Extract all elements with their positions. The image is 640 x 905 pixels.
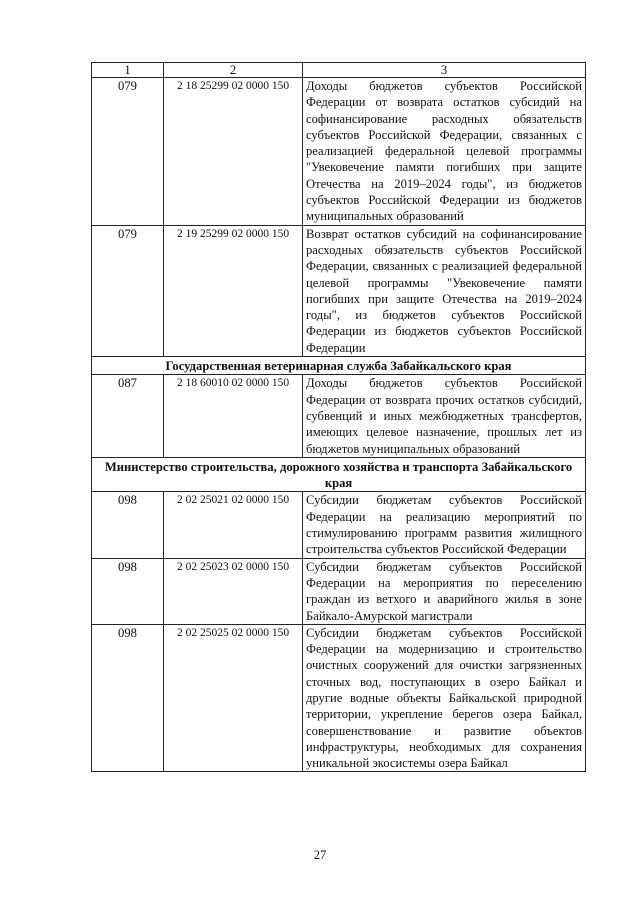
description-cell: Субсидии бюджетам субъектов Российской Федерации на реализацию мероприятий по стимулированию программ развития жилищного строительства субъектов Российской Федерации — [303, 492, 586, 558]
table-row — [92, 492, 586, 558]
admin-code-cell: 079 — [92, 225, 164, 356]
table-row — [92, 375, 586, 457]
table-row — [92, 78, 586, 226]
admin-code-cell: 098 — [92, 492, 164, 558]
table-row — [92, 624, 586, 772]
budget-code-cell: 2 02 25021 02 0000 150 — [164, 492, 303, 558]
table-row — [92, 225, 586, 356]
column-header: 2 — [164, 63, 303, 78]
budget-code-cell: 2 18 25299 02 0000 150 — [164, 78, 303, 226]
description-cell: Субсидии бюджетам субъектов Российской Федерации на модернизацию и строительство очистных сооружений для очистки загрязненных сточных вод, поступающих в озеро Байкал и другие водные объекты Байкальской природной территории, укрепление берегов озера Байкал, совершенствование и развитие объектов инфраструктуры, необходимых для сохранения уникальной экосистемы озера Байкал — [303, 624, 586, 772]
section-header-row — [92, 357, 586, 375]
table-body — [92, 63, 586, 772]
budget-code-cell: 2 19 25299 02 0000 150 — [164, 225, 303, 356]
column-header: 1 — [92, 63, 164, 78]
description-cell: Возврат остатков субсидий на софинансирование расходных обязательств субъектов Российской Федерации, связанных с реализацией федеральной целевой программы "Увековечение памяти погибших при защите Отечества на 2019–2024 годы", из бюджетов субъектов Российской Федерации из бюджетов субъектов Российской Федерации — [303, 225, 586, 356]
budget-code-cell: 2 18 60010 02 0000 150 — [164, 375, 303, 457]
table-row — [92, 558, 586, 624]
description-cell: Доходы бюджетов субъектов Российской Федерации от возврата остатков субсидий на софинансирование расходных обязательств субъектов Российской Федерации, связанных с реализацией федеральной целевой программы "Увековечение памяти погибших при защите Отечества на 2019–2024 годы", из бюджетов субъектов Российской Федерации из бюджетов муниципальных образований — [303, 78, 586, 226]
description-cell: Доходы бюджетов субъектов Российской Федерации от возврата прочих остатков субсидий, субвенций и иных межбюджетных трансфертов, имеющих целевое назначение, прошлых лет из бюджетов муниципальных образований — [303, 375, 586, 457]
page-number: 27 — [313, 848, 327, 862]
admin-code-cell: 098 — [92, 624, 164, 772]
description-cell: Субсидии бюджетам субъектов Российской Федерации на мероприятия по переселению граждан из ветхого и аварийного жилья в зоне Байкало-Амурской магистрали — [303, 558, 586, 624]
budget-classification-table — [91, 62, 586, 772]
section-title: Министерство строительства, дорожного хозяйства и транспорта Забайкальского края — [92, 457, 586, 492]
budget-code-cell: 2 02 25025 02 0000 150 — [164, 624, 303, 772]
budget-code-cell: 2 02 25023 02 0000 150 — [164, 558, 303, 624]
section-header-row — [92, 457, 586, 492]
table-header-row — [92, 63, 586, 78]
section-title: Государственная ветеринарная служба Забайкальского края — [92, 357, 586, 375]
admin-code-cell: 098 — [92, 558, 164, 624]
admin-code-cell: 079 — [92, 78, 164, 226]
column-header: 3 — [303, 63, 586, 78]
admin-code-cell: 087 — [92, 375, 164, 457]
